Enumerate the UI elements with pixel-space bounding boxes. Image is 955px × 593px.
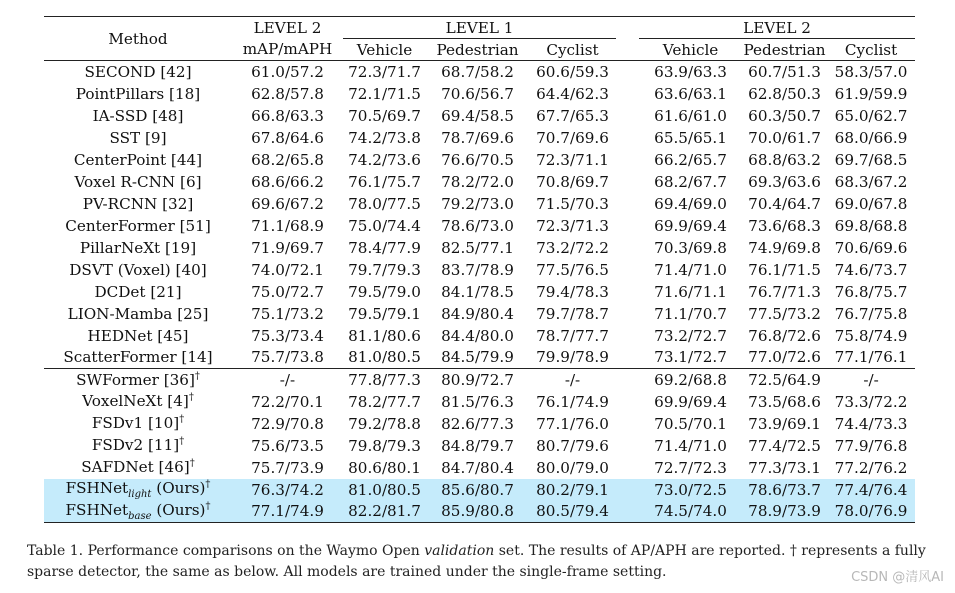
value-cell: 78.7/77.7 — [536, 326, 609, 345]
value-cell: -/- — [529, 369, 616, 391]
method-cell: LION-Mamba [25] — [67, 304, 209, 323]
value-cell: 78.6/73.0 — [441, 216, 514, 235]
value-cell: 75.8/74.9 — [834, 326, 908, 345]
value-cell: 70.6/69.6 — [834, 238, 908, 257]
value-cell: 69.4/58.5 — [441, 106, 514, 125]
table-row — [44, 149, 915, 171]
value-cell: 76.1/75.7 — [348, 172, 421, 191]
value-cell: 76.1/71.5 — [748, 260, 821, 279]
value-cell: 70.4/64.7 — [748, 194, 821, 213]
value-cell: 61.9/59.9 — [834, 84, 908, 103]
value-cell: 77.5/73.2 — [748, 304, 821, 323]
value-cell: 73.9/69.1 — [748, 414, 821, 433]
method-cell: IA-SSD [48] — [92, 106, 184, 125]
table-row — [44, 127, 915, 149]
value-cell: 79.7/78.7 — [536, 304, 609, 323]
col-header: Cyclist — [529, 39, 616, 61]
method-cell: DSVT (Voxel) [40] — [69, 260, 207, 279]
method-header: Method — [44, 17, 232, 61]
value-cell: 78.0/76.9 — [827, 501, 915, 523]
value-cell: 69.9/69.4 — [654, 392, 727, 411]
value-cell: 76.7/75.8 — [834, 304, 908, 323]
table-row — [44, 479, 915, 501]
value-cell: 81.0/80.5 — [343, 479, 426, 501]
value-cell: 71.9/69.7 — [251, 238, 324, 257]
table-caption — [27, 541, 937, 583]
value-cell: 72.9/70.8 — [251, 414, 324, 433]
value-cell: 71.6/71.1 — [654, 282, 727, 301]
value-cell: 70.3/69.8 — [654, 238, 727, 257]
col-header: Pedestrian — [743, 40, 826, 59]
value-cell: 84.7/80.4 — [441, 458, 514, 477]
value-cell: 77.1/76.0 — [536, 414, 609, 433]
value-cell: 77.3/73.1 — [748, 458, 821, 477]
header-row-1 — [44, 17, 915, 39]
value-cell: 81.0/80.5 — [348, 348, 421, 367]
value-cell: 70.7/69.6 — [536, 128, 609, 147]
value-cell: 81.1/80.6 — [348, 326, 421, 345]
caption-text: Table 1. Performance comparisons on the Waymo Open — [27, 543, 425, 559]
value-cell: 69.7/68.5 — [834, 150, 908, 169]
value-cell: 80.0/79.0 — [536, 458, 609, 477]
value-cell: 76.3/74.2 — [232, 479, 343, 501]
value-cell: 75.0/74.4 — [348, 216, 421, 235]
value-cell: 80.5/79.4 — [529, 501, 616, 523]
value-cell: 73.1/72.7 — [654, 348, 727, 367]
value-cell: 77.0/72.6 — [748, 348, 821, 367]
table-row — [44, 413, 915, 435]
value-cell: 75.7/73.8 — [251, 348, 324, 367]
value-cell: 70.6/56.7 — [441, 84, 514, 103]
caption-text: set. The results of AP/APH are reported. † represents a fully sparse detector, the same as below. All models are trained under the single-frame setting. — [27, 543, 926, 580]
value-cell: 60.3/50.7 — [748, 106, 821, 125]
table-row — [44, 347, 915, 369]
value-cell: 66.2/65.7 — [654, 150, 727, 169]
value-cell: 60.6/59.3 — [536, 62, 609, 81]
table-row — [44, 391, 915, 413]
table-row — [44, 215, 915, 237]
value-cell: 76.7/71.3 — [748, 282, 821, 301]
value-cell: -/- — [827, 369, 915, 391]
value-cell: 78.2/72.0 — [441, 172, 514, 191]
col-header: Vehicle — [343, 39, 426, 61]
value-cell: 68.3/67.2 — [834, 172, 908, 191]
level2-right-header: LEVEL 2 — [639, 17, 915, 39]
value-cell: 84.9/80.4 — [441, 304, 514, 323]
value-cell: 76.6/70.5 — [441, 150, 514, 169]
value-cell: 68.2/67.7 — [654, 172, 727, 191]
value-cell: 78.6/73.7 — [742, 479, 827, 501]
method-cell: SAFDNet [46]† — [81, 458, 195, 477]
value-cell: 67.7/65.3 — [536, 106, 609, 125]
value-cell: 70.5/69.7 — [348, 106, 421, 125]
method-cell: ScatterFormer [14] — [63, 348, 213, 367]
value-cell: 60.7/51.3 — [748, 62, 821, 81]
value-cell: 65.5/65.1 — [654, 128, 727, 147]
table-row — [44, 303, 915, 325]
value-cell: 69.4/69.0 — [654, 194, 727, 213]
value-cell: 77.9/76.8 — [834, 436, 908, 455]
value-cell: 72.2/70.1 — [251, 392, 324, 411]
value-cell: 68.8/63.2 — [748, 150, 821, 169]
value-cell: 72.3/71.7 — [348, 62, 421, 81]
value-cell: -/- — [232, 369, 343, 391]
value-cell: 77.5/76.5 — [536, 260, 609, 279]
value-cell: 79.8/79.3 — [348, 436, 421, 455]
value-cell: 77.1/76.1 — [834, 348, 908, 367]
value-cell: 80.6/80.1 — [348, 458, 421, 477]
value-cell: 69.6/67.2 — [251, 194, 324, 213]
caption-italic: validation — [424, 543, 495, 559]
value-cell: 63.6/63.1 — [654, 84, 727, 103]
value-cell: 79.7/79.3 — [348, 260, 421, 279]
method-cell: PointPillars [18] — [75, 84, 201, 103]
value-cell: 75.3/73.4 — [251, 326, 324, 345]
table-row — [44, 83, 915, 105]
value-cell: 80.2/79.1 — [529, 479, 616, 501]
value-cell: 74.4/73.3 — [834, 414, 908, 433]
value-cell: 70.8/69.7 — [536, 172, 609, 191]
value-cell: 73.2/72.2 — [536, 238, 609, 257]
method-cell: DCDet [21] — [94, 282, 182, 301]
method-cell: SECOND [42] — [84, 62, 192, 81]
value-cell: 84.1/78.5 — [441, 282, 514, 301]
value-cell: 69.0/67.8 — [834, 194, 908, 213]
value-cell: 68.7/58.2 — [441, 62, 514, 81]
value-cell: 66.8/63.3 — [251, 106, 324, 125]
method-cell: FSDv1 [10]† — [91, 414, 185, 433]
value-cell: 72.3/71.1 — [536, 150, 609, 169]
value-cell: 74.6/73.7 — [834, 260, 908, 279]
value-cell: 81.5/76.3 — [441, 392, 514, 411]
value-cell: 63.9/63.3 — [654, 62, 727, 81]
value-cell: 74.2/73.8 — [348, 128, 421, 147]
value-cell: 73.6/68.3 — [748, 216, 821, 235]
value-cell: 69.8/68.8 — [834, 216, 908, 235]
value-cell: 82.5/77.1 — [441, 238, 514, 257]
value-cell: 75.1/73.2 — [251, 304, 324, 323]
method-cell: CenterFormer [51] — [65, 216, 211, 235]
value-cell: 78.0/77.5 — [348, 194, 421, 213]
value-cell: 73.0/72.5 — [639, 479, 742, 501]
value-cell: 79.2/78.8 — [348, 414, 421, 433]
method-cell: CenterPoint [44] — [73, 150, 203, 169]
table-row — [44, 259, 915, 281]
method-cell: SWFormer [36]† — [44, 369, 232, 391]
watermark: CSDN @清风AI — [851, 570, 944, 585]
value-cell: 74.5/74.0 — [639, 501, 742, 523]
value-cell: 69.9/69.4 — [654, 216, 727, 235]
value-cell: 68.6/66.2 — [251, 172, 324, 191]
value-cell: 79.9/78.9 — [536, 348, 609, 367]
value-cell: 74.9/69.8 — [748, 238, 821, 257]
value-cell: 72.1/71.5 — [348, 84, 421, 103]
table-row — [44, 61, 915, 83]
value-cell: 82.2/81.7 — [343, 501, 426, 523]
table-row — [44, 457, 915, 479]
value-cell: 71.1/70.7 — [654, 304, 727, 323]
results-table — [44, 16, 915, 523]
value-cell: 82.6/77.3 — [441, 414, 514, 433]
value-cell: 80.7/79.6 — [536, 436, 609, 455]
table-row — [44, 171, 915, 193]
value-cell: 74.0/72.1 — [251, 260, 324, 279]
value-cell: 79.5/79.0 — [348, 282, 421, 301]
value-cell: 77.4/72.5 — [748, 436, 821, 455]
table-row — [44, 325, 915, 347]
value-cell: 69.3/63.6 — [748, 172, 821, 191]
value-cell: 79.2/73.0 — [441, 194, 514, 213]
value-cell: 73.5/68.6 — [748, 392, 821, 411]
value-cell: 78.9/73.9 — [742, 501, 827, 523]
value-cell: 72.5/64.9 — [742, 369, 827, 391]
map-maph-header: mAP/mAPH — [232, 39, 343, 61]
value-cell: 77.4/76.4 — [827, 479, 915, 501]
value-cell: 69.2/68.8 — [639, 369, 742, 391]
method-cell: HEDNet [45] — [87, 326, 189, 345]
value-cell: 76.1/74.9 — [536, 392, 609, 411]
value-cell: 84.4/80.0 — [441, 326, 514, 345]
value-cell: 75.0/72.7 — [251, 282, 324, 301]
value-cell: 78.7/69.6 — [441, 128, 514, 147]
value-cell: 84.5/79.9 — [441, 348, 514, 367]
col-header: Vehicle — [639, 39, 742, 61]
table-row — [44, 193, 915, 215]
level1-header: LEVEL 1 — [343, 17, 616, 39]
value-cell: 78.2/77.7 — [348, 392, 421, 411]
value-cell: 80.9/72.7 — [426, 369, 529, 391]
col-header: Cyclist — [827, 39, 915, 61]
method-cell: Voxel R-CNN [6] — [74, 172, 202, 191]
method-cell: FSHNet$_{base}$ (Ours)† — [44, 501, 232, 523]
value-cell: 76.8/75.7 — [834, 282, 908, 301]
table-row — [44, 435, 915, 457]
value-cell: 70.0/61.7 — [748, 128, 821, 147]
value-cell: 79.4/78.3 — [536, 282, 609, 301]
method-cell: PV-RCNN [32] — [82, 194, 194, 213]
value-cell: 72.3/71.3 — [536, 216, 609, 235]
value-cell: 78.4/77.9 — [348, 238, 421, 257]
value-cell: 62.8/57.8 — [251, 84, 324, 103]
value-cell: 75.6/73.5 — [251, 436, 324, 455]
value-cell: 79.5/79.1 — [348, 304, 421, 323]
value-cell: 70.5/70.1 — [654, 414, 727, 433]
value-cell: 61.6/61.0 — [654, 106, 727, 125]
value-cell: 67.8/64.6 — [251, 128, 324, 147]
value-cell: 68.0/66.9 — [834, 128, 908, 147]
method-cell: FSHNet$_{light}$ (Ours)† — [44, 479, 232, 501]
value-cell: 75.7/73.9 — [251, 458, 324, 477]
method-cell: VoxelNeXt [4]† — [82, 392, 194, 411]
value-cell: 84.8/79.7 — [441, 436, 514, 455]
value-cell: 71.4/71.0 — [654, 260, 727, 279]
value-cell: 65.0/62.7 — [834, 106, 908, 125]
value-cell: 76.8/72.6 — [748, 326, 821, 345]
table-row — [44, 281, 915, 303]
method-cell: PillarNeXt [19] — [79, 238, 197, 257]
value-cell: 85.6/80.7 — [426, 479, 529, 501]
table-row — [44, 237, 915, 259]
value-cell: 58.3/57.0 — [834, 62, 908, 81]
value-cell: 83.7/78.9 — [441, 260, 514, 279]
method-cell: FSDv2 [11]† — [91, 436, 185, 455]
value-cell: 68.2/65.8 — [251, 150, 324, 169]
value-cell: 61.0/57.2 — [251, 62, 324, 81]
value-cell: 64.4/62.3 — [536, 84, 609, 103]
table-row — [44, 105, 915, 127]
col-header: Pedestrian — [426, 39, 529, 61]
value-cell: 77.2/76.2 — [834, 458, 908, 477]
level2-header: LEVEL 2 — [253, 18, 322, 37]
value-cell: 73.3/72.2 — [834, 392, 908, 411]
value-cell: 71.1/68.9 — [251, 216, 324, 235]
value-cell: 77.8/77.3 — [343, 369, 426, 391]
value-cell: 71.4/71.0 — [654, 436, 727, 455]
table-row — [44, 501, 915, 523]
value-cell: 62.8/50.3 — [748, 84, 821, 103]
value-cell: 71.5/70.3 — [536, 194, 609, 213]
value-cell: 72.7/72.3 — [654, 458, 727, 477]
table-row — [44, 369, 915, 391]
method-cell: SST [9] — [109, 128, 167, 147]
value-cell: 85.9/80.8 — [426, 501, 529, 523]
value-cell: 77.1/74.9 — [232, 501, 343, 523]
table-body — [44, 61, 915, 523]
value-cell: 74.2/73.6 — [348, 150, 421, 169]
results-table-container — [44, 16, 915, 523]
value-cell: 73.2/72.7 — [654, 326, 727, 345]
